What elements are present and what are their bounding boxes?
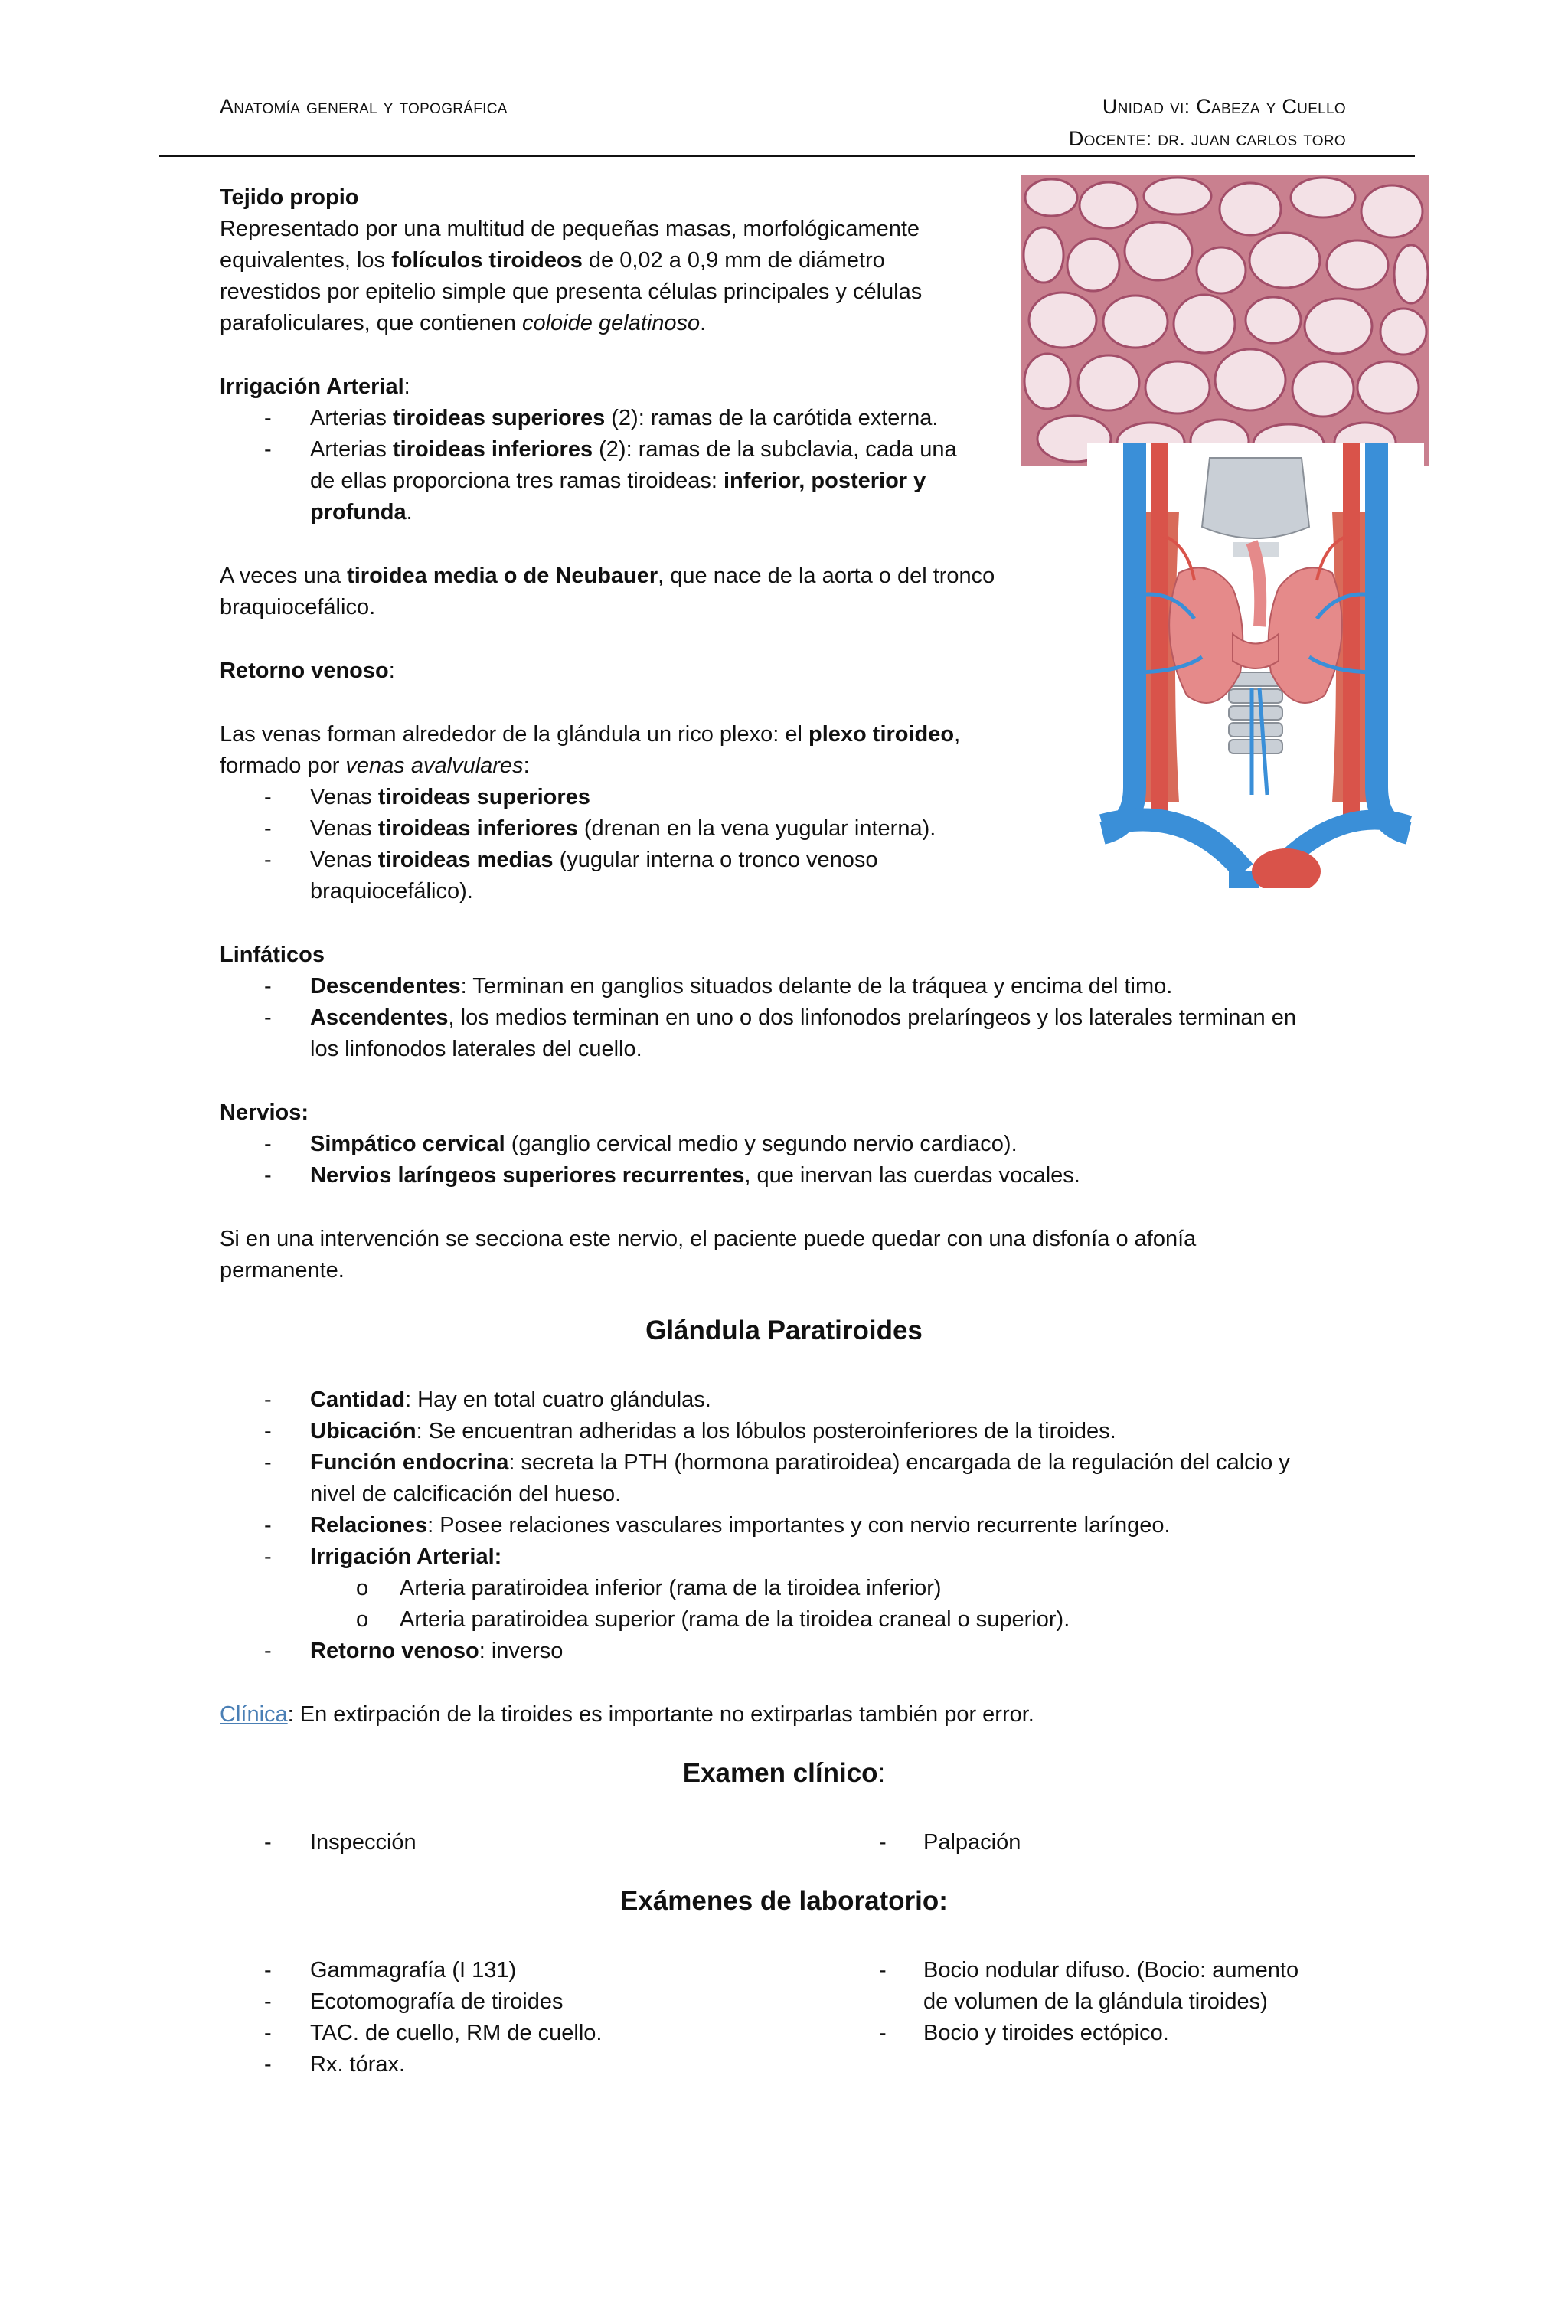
laboratorio-heading: Exámenes de laboratorio: [620,1886,948,1916]
bullet-dash: - [879,1830,887,1855]
header-divider [159,155,1415,157]
bullet-dash: - [879,2021,887,2045]
nervios-title: Nervios: [220,1100,309,1125]
paratiroides-heading: Glándula Paratiroides [645,1316,923,1345]
laboratorio-right-item-1: Bocio nodular difuso. (Bocio: aumento [923,1958,1299,1982]
irrigacion-title: Irrigación Arterial: [220,374,410,399]
paratiroides-item-3: Función endocrina: secreta la PTH (hormona paratiroidea) encargada de la regulación del calcio y [310,1450,1290,1475]
bullet-dash: - [264,1639,272,1663]
tejido-line-3: revestidos por epitelio simple que presenta células principales y células [220,279,923,304]
examen-item-inspeccion: Inspección [310,1830,416,1855]
paratiroides-item-1: Cantidad: Hay en total cuatro glándulas. [310,1388,711,1412]
paratiroides-item-3-cont: nivel de calcificación del hueso. [310,1482,622,1506]
header-unit: Unidad vi: Cabeza y Cuello [1102,95,1346,118]
linfaticos-item-1: Descendentes: Terminan en ganglios situados delante de la tráquea y encima del timo. [310,974,1173,999]
retorno-title: Retorno venoso: [220,659,395,683]
histology-image [1021,175,1429,466]
linfaticos-item-2-cont: los linfonodos laterales del cuello. [310,1037,642,1061]
retorno-item-1: Venas tiroideas superiores [310,785,590,809]
bullet-dash: - [264,785,272,809]
retorno-para-2: formado por venas avalvulares: [220,753,530,778]
bullet-dash: - [264,1005,272,1030]
clinica-line: Clínica: En extirpación de la tiroides es importante no extirparlas también por error. [220,1702,1034,1727]
bullet-dash: - [264,1450,272,1475]
bullet-dash: - [264,1513,272,1538]
tejido-line-2: equivalentes, los folículos tiroideos de 0,02 a 0,9 mm de diámetro [220,248,885,273]
laboratorio-right-item-2: Bocio y tiroides ectópico. [923,2021,1169,2045]
bullet-dash: - [264,1163,272,1188]
tejido-line-1: Representado por una multitud de pequeñas masas, morfológicamente [220,217,920,241]
retorno-item-3: Venas tiroideas medias (yugular interna o tronco venoso [310,848,878,872]
examen-heading: Examen clínico: [682,1758,886,1788]
paratiroides-item-2: Ubicación: Se encuentran adheridas a los lóbulos posteroinferiores de la tiroides. [310,1419,1116,1443]
bullet-dash: - [264,1544,272,1569]
bullet-dash: - [264,1132,272,1156]
header-course-title: Anatomía general y topográfica [220,95,508,118]
bullet-dash: - [264,848,272,872]
examen-item-palpacion: Palpación [923,1830,1021,1855]
bullet-dash: - [264,406,272,430]
laboratorio-left-item: Gammagrafía (I 131) [310,1958,517,1982]
neck-vessels-drawing [1087,443,1424,888]
nervios-item-1: Simpático cervical (ganglio cervical medio y segundo nervio cardiaco). [310,1132,1018,1156]
paratiroides-subitem-2: Arteria paratiroidea superior (rama de la tiroidea craneal o superior). [400,1607,1070,1632]
bullet-dash: - [264,1989,272,2014]
irrigacion-item-1: Arterias tiroideas superiores (2): ramas de la carótida externa. [310,406,939,430]
sub-bullet-o: o [356,1576,369,1600]
paratiroides-item-4: Relaciones: Posee relaciones vasculares importantes y con nervio recurrente laríngeo. [310,1513,1171,1538]
bullet-dash: - [264,1830,272,1855]
bullet-dash: - [264,1419,272,1443]
paratiroides-subitem-1: Arteria paratiroidea inferior (rama de la tiroidea inferior) [400,1576,942,1600]
retorno-para-1: Las venas forman alrededor de la glándula un rico plexo: el plexo tiroideo, [220,722,961,747]
header-teacher: Docente: dr. juan carlos toro [1068,127,1346,150]
retorno-item-2: Venas tiroideas inferiores (drenan en la vena yugular interna). [310,816,936,841]
tejido-line-4: parafoliculares, que contienen coloide gelatinoso. [220,311,707,335]
bullet-dash: - [264,1958,272,1982]
bullet-dash: - [264,1388,272,1412]
tejido-title: Tejido propio [220,185,359,210]
retorno-item-3-cont: braquiocefálico). [310,879,473,904]
bullet-dash: - [879,1958,887,1982]
bullet-dash: - [264,437,272,462]
nervios-item-2: Nervios laríngeos superiores recurrentes, que inervan las cuerdas vocales. [310,1163,1080,1188]
linfaticos-title: Linfáticos [220,943,325,967]
laboratorio-left-item: TAC. de cuello, RM de cuello. [310,2021,603,2045]
clinica-link[interactable]: Clínica [220,1702,288,1727]
paratiroides-item-6: Retorno venoso: inverso [310,1639,564,1663]
irrigacion-item-2-end: profunda. [310,500,413,525]
linfaticos-item-2: Ascendentes, los medios terminan en uno o dos linfonodos prelaríngeos y los laterales terminan en [310,1005,1296,1030]
irrigacion-item-2: Arterias tiroideas inferiores (2): ramas de la subclavia, cada una [310,437,957,462]
tiroidea-media-line-1: A veces una tiroidea media o de Neubauer, que nace de la aorta o del tronco [220,564,995,588]
sub-bullet-o: o [356,1607,369,1632]
irrigacion-item-2-cont: de ellas proporciona tres ramas tiroideas: inferior, posterior y [310,469,926,493]
paratiroides-item-5: Irrigación Arterial: [310,1544,502,1569]
bullet-dash: - [264,2052,272,2077]
laboratorio-right-item-1-cont: de volumen de la glándula tiroides) [923,1989,1268,2014]
bullet-dash: - [264,974,272,999]
thyroid-follicles-drawing [1021,175,1429,466]
bullet-dash: - [264,816,272,841]
thyroid-anatomy-image [1087,443,1424,888]
laboratorio-left-item: Ecotomografía de tiroides [310,1989,564,2014]
tiroidea-media-line-2: braquiocefálico. [220,595,376,619]
bullet-dash: - [264,2021,272,2045]
nervios-para-1: Si en una intervención se secciona este nervio, el paciente puede quedar con una disfonía o afonía [220,1227,1197,1251]
laboratorio-left-item: Rx. tórax. [310,2052,406,2077]
nervios-para-2: permanente. [220,1258,345,1283]
